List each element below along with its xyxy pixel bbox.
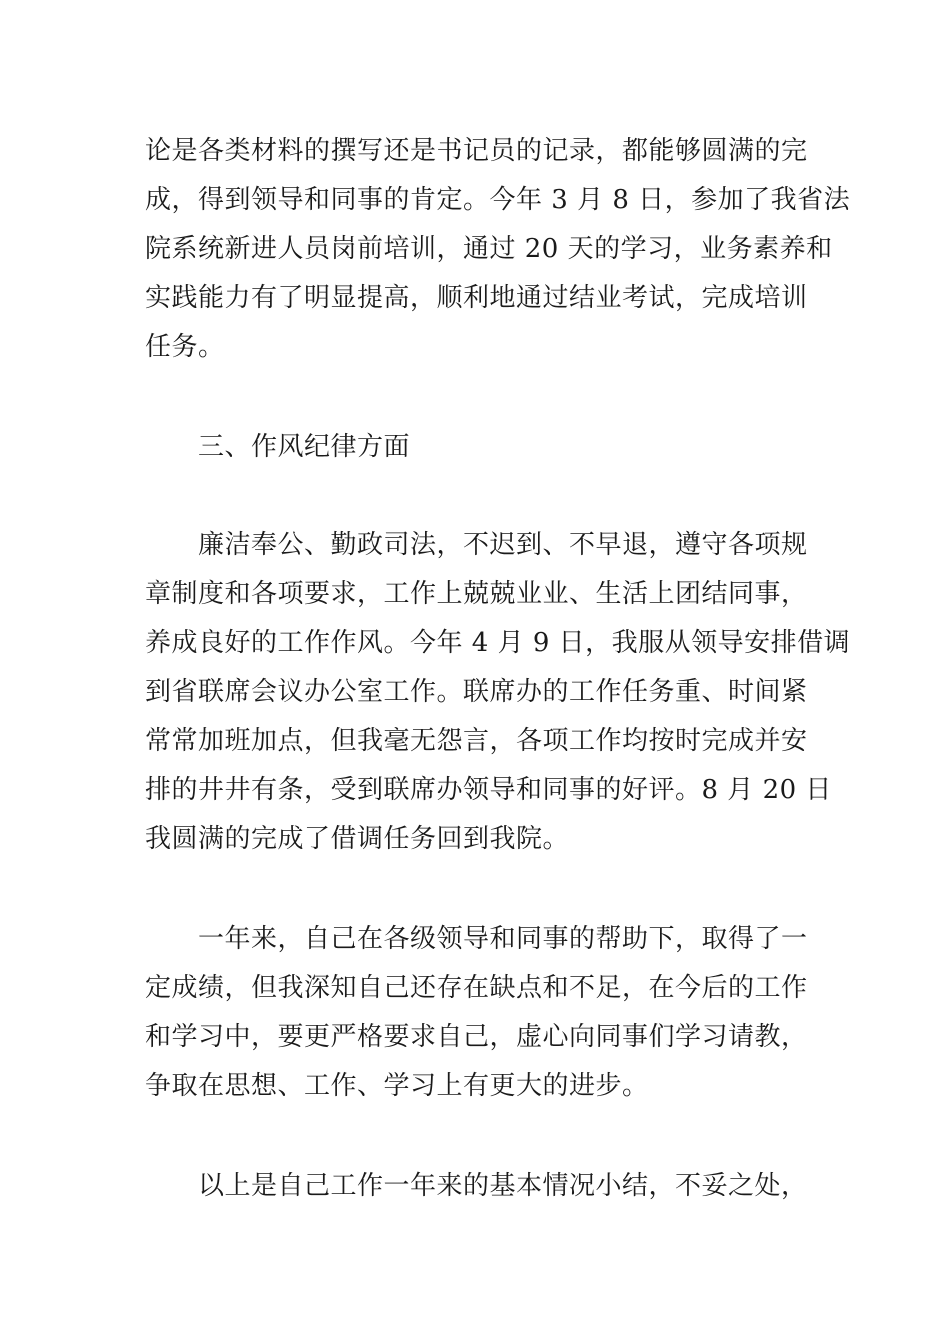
paragraph-line: 院系统新进人员岗前培训，通过 20 天的学习，业务素养和	[145, 234, 833, 264]
paragraph-1	[145, 127, 851, 372]
paragraph-line: 到省联席会议办公室工作。联席办的工作任务重、时间紧	[145, 677, 808, 707]
paragraph-line: 我圆满的完成了借调任务回到我院。	[145, 824, 570, 854]
section-heading: 三、作风纪律方面	[198, 432, 411, 462]
paragraph-line: 养成良好的工作作风。今年 4 月 9 日，我服从领导安排借调	[145, 628, 851, 658]
paragraph-line: 以上是自己工作一年来的基本情况小结，不妥之处，	[198, 1171, 808, 1201]
paragraph-3	[145, 915, 810, 1111]
paragraph-line: 排的井井有条，受到联席办领导和同事的好评。8 月 20 日	[145, 775, 832, 805]
paragraph-line: 廉洁奉公、勤政司法，不迟到、不早退，遵守各项规	[198, 530, 808, 560]
paragraph-line: 论是各类材料的撰写还是书记员的记录，都能够圆满的完	[145, 136, 808, 166]
paragraph-line: 成，得到领导和同事的肯定。今年 3 月 8 日，参加了我省法	[145, 185, 851, 215]
paragraph-4	[145, 1162, 810, 1211]
paragraph-line: 争取在思想、工作、学习上有更大的进步。	[145, 1071, 649, 1101]
paragraph-2	[145, 521, 851, 864]
paragraph-line: 实践能力有了明显提高，顺利地通过结业考试，完成培训	[145, 283, 808, 313]
paragraph-line: 任务。	[145, 332, 225, 362]
section-heading-block	[145, 423, 810, 472]
paragraph-line: 章制度和各项要求，工作上兢兢业业、生活上团结同事，	[145, 579, 808, 609]
paragraph-line: 常常加班加点，但我毫无怨言，各项工作均按时完成并安	[145, 726, 808, 756]
paragraph-line: 定成绩，但我深知自己还存在缺点和不足，在今后的工作	[145, 973, 808, 1003]
paragraph-line: 和学习中，要更严格要求自己，虚心向同事们学习请教，	[145, 1022, 808, 1052]
paragraph-line: 一年来，自己在各级领导和同事的帮助下，取得了一	[198, 924, 808, 954]
